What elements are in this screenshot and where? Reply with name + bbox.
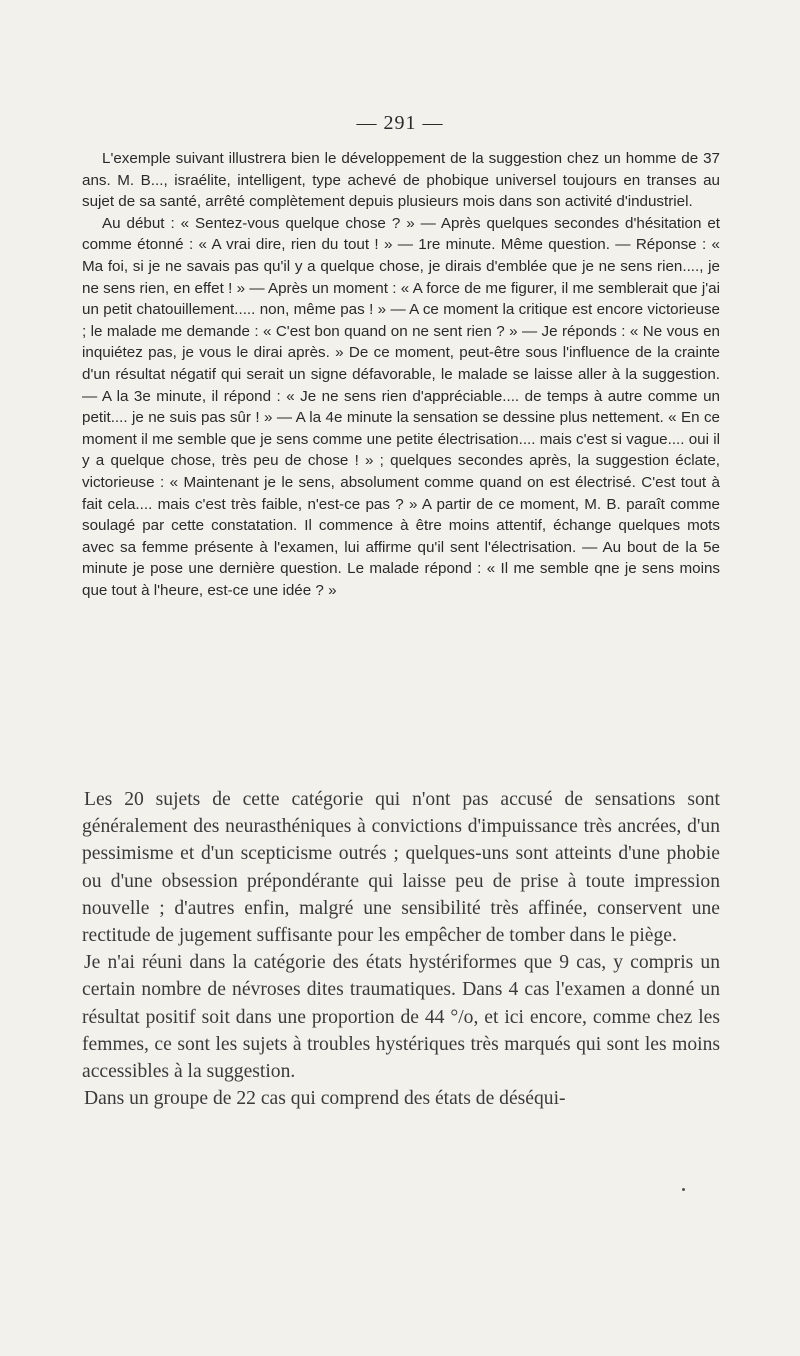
main-text-block — [82, 786, 720, 1112]
paragraph: L'exemple suivant illustrera bien le développement de la suggestion chez un homme de 37 ans. M. B..., israélite, intelligent, type achevé de phobique universel toujours en transes au sujet de sa santé, arrêté complètement depuis plusieurs mois dans son activité d'industriel. — [82, 150, 720, 211]
margin-mark — [682, 1188, 685, 1191]
paragraph: Dans un groupe de 22 cas qui comprend des états de déséqui- — [84, 1088, 566, 1110]
paragraph: Je n'ai réuni dans la catégorie des états hystériformes que 9 cas, y compris un certain nombre de névroses dites traumatiques. Dans 4 cas l'examen a donné un résultat positif soit dans une proportion de 44 °/o, et ici encore, comme chez les femmes, ce sont les sujets à troubles hystériques très marqués qui sont les moins accessibles à la suggestion. — [82, 952, 720, 1083]
paragraph: Au début : « Sentez-vous quelque chose ? » — Après quelques secondes d'hésitation et comme étonné : « A vrai dire, rien du tout ! » — 1re minute. Même question. — Réponse : « Ma foi, si je ne savais pas qu'il y a quelque chose, je dirais d'emblée que je ne sens rien...., je ne sens rien, en effet ! » — Après un moment : « A force de me figurer, il me semblerait que j'ai un petit chatouillement..... non, même pas ! » — A ce moment la critique est encore victorieuse ; le malade me demande : « C'est bon quand on ne sent rien ? » — Je réponds : « Ne vous en inquiétez pas, je vous le dirai après. » De ce moment, peut-être sous l'influence de la crainte d'un résultat négatif qui serait un signe défavorable, le malade se laisse aller à la suggestion. — A la 3e minute, il répond : « Je ne sens rien d'appréciable.... de temps à autre comme un petit.... je ne suis pas sûr ! » — A la 4e minute la sensation se dessine plus nettement. « En ce moment il me semble que je sens comme une petite électrisation.... mais c'est si vague.... oui il y a quelque chose, très peu de chose ! » ; quelques secondes après, la suggestion éclate, victorieuse : « Maintenant je le sens, absolument comme quand on est électrisé. C'est tout à fait cela.... mais c'est très faible, n'est-ce pas ? » A partir de ce moment, M. B. paraît comme soulagé par cette constatation. Il commence à être moins attentif, échange quelques mots avec sa femme présente à l'examen, lui affirme qu'il sent l'électrisation. — Au bout de la 5e minute je pose une dernière question. Le malade répond : « Il me semble qne je sens moins que tout à l'heure, est-ce une idée ? » — [82, 214, 720, 599]
paragraph: Les 20 sujets de cette catégorie qui n'ont pas accusé de sensations sont généralement des neurasthéniques à convictions d'impuissance très ancrées, d'un pessimisme et d'un scepticisme outrés ; quelques-uns sont atteints d'une phobie ou d'une obsession prépondérante qui laisse peu de prise à toute impression nouvelle ; d'autres enfin, malgré une sensibilité très affinée, conservent une rectitude de jugement suffisante pour les empêcher de tomber dans le piège. — [82, 789, 720, 947]
case-study-block — [82, 148, 720, 601]
page-number: — 291 — — [356, 112, 444, 134]
